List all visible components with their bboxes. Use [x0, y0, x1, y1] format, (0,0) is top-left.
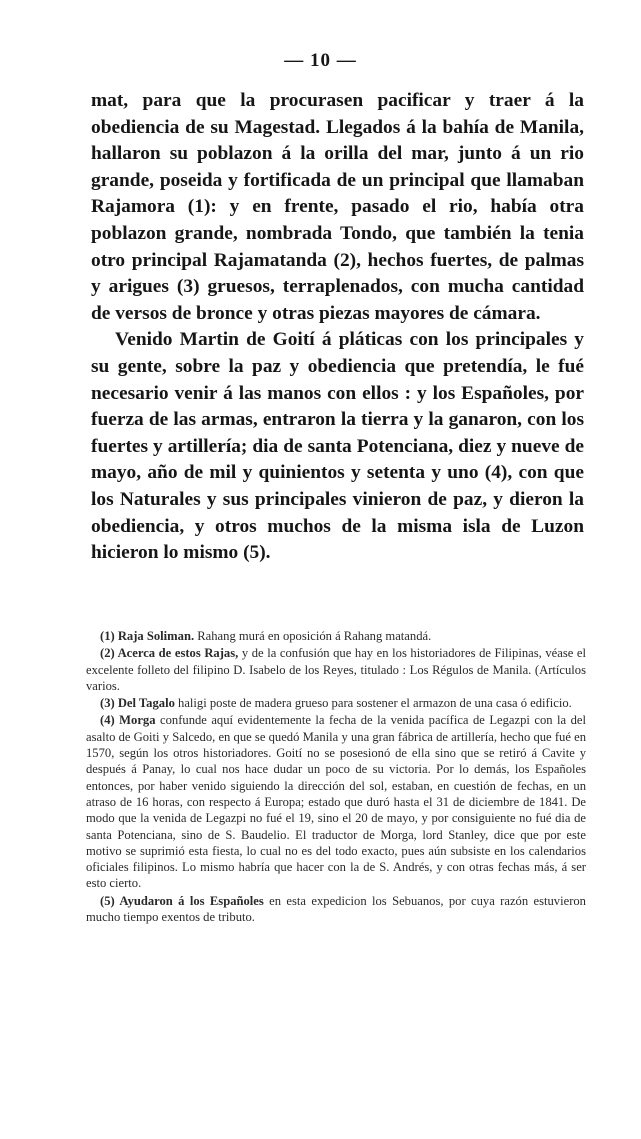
- footnote-4-text: confunde aquí evidentemente la fecha de la venida pacífica de Legazpi con la del asalto de Goiti y Salcedo, en que se quedó Manila y una gran fábrica de artillería, hecho que fué en 1570, según los otros historiadores. Goití no se posesionó de ella sino que se retiró á Cavite y después á Panay, lo cual nos hace dudar un poco de su victoria. Por lo demás, los Españoles entonces, por haber venido siguiendo la dirección del sol, estaban, en cuestión de fechas, en un atraso de 16 horas, con respecto á Europa; estado que duró hasta el 31 de diciembre de 1841. De modo que la venida de Legazpi no fué el 19, sino el 20 de mayo, y por consiguiente no fué dia de santa Potenciana, sino de S. Baudelio. El traductor de Morga, lord Stanley, dice que por este motivo se suprimió esta fiesta, lo cual no es del todo exacto, pues aún subsiste en los calendarios oficiales filipinos. Lo mismo habría que hacer con la de S. Andrés, y con otras fechas más, á ser esto cierto.: [86, 713, 586, 891]
- footnote-5: [86, 893, 586, 926]
- page-number: — 10 —: [284, 50, 357, 71]
- footnote-3-text: haligi poste de madera grueso para sostener el armazon de una casa ó edificio.: [178, 696, 572, 711]
- paragraph-1: mat, para que la procurasen pacificar y traer á la obediencia de su Magestad. Llegados á la bahía de Manila, hallaron su poblazon á la orilla del mar, junto á un rio grande, poseida y fortificada de un principal que llamaban Rajamora (1): y en frente, pasado el rio, había otra poblazon grande, nombrada Tondo, que también la tenia otro principal Rajamatanda (2), hechos fuertes, de palmas y arigues (3) gruesos, terraplenados, con mucha cantidad de versos de bronce y otras piezas mayores de cámara.: [91, 90, 584, 324]
- footnote-2-text: y de la confusión que hay en los historiadores de Filipinas, véase el excelente folleto del filipino D. Isabelo de los Reyes, titulado : Los Régulos de Manila. (Artículos varios.: [86, 646, 586, 693]
- footnote-3-lead: (3) Del Tagalo: [100, 696, 175, 711]
- paragraph-2: Venido Martin de Goití á pláticas con los principales y su gente, sobre la paz y obediencia que pretendía, le fué necesario venir á las manos con ellos : y los Españoles, por fuerza de las armas, entraron la tierra y la ganaron, con los fuertes y artillería; dia de santa Potenciana, diez y nueve de mayo, año de mil y quinientos y setenta y uno (4), con que los Naturales y sus principales vinieron de paz, y dieron la obediencia, y otros muchos de la misma isla de Luzon hicieron lo mismo (5).: [91, 329, 584, 564]
- footnote-5-lead: (5) Ayudaron á los Españoles: [100, 893, 264, 908]
- footnote-5-text: en esta expedicion los Sebuanos, por cuya razón estuvieron mucho tiempo exentos de tributo.: [86, 893, 586, 925]
- footnote-4: [86, 712, 586, 891]
- footnote-1-lead: (1) Raja Soliman.: [100, 629, 195, 643]
- footnote-1: [86, 628, 586, 644]
- footnote-2-lead: (2) Acerca de estos Rajas,: [100, 646, 239, 661]
- footnote-3: [86, 695, 586, 711]
- footnote-2: [86, 645, 586, 694]
- main-text: [91, 88, 584, 567]
- footnote-4-lead: (4) Morga: [100, 713, 156, 728]
- footnotes: [86, 628, 586, 926]
- footnote-1-text: Rahang murá en oposición á Rahang matandá.: [197, 629, 432, 643]
